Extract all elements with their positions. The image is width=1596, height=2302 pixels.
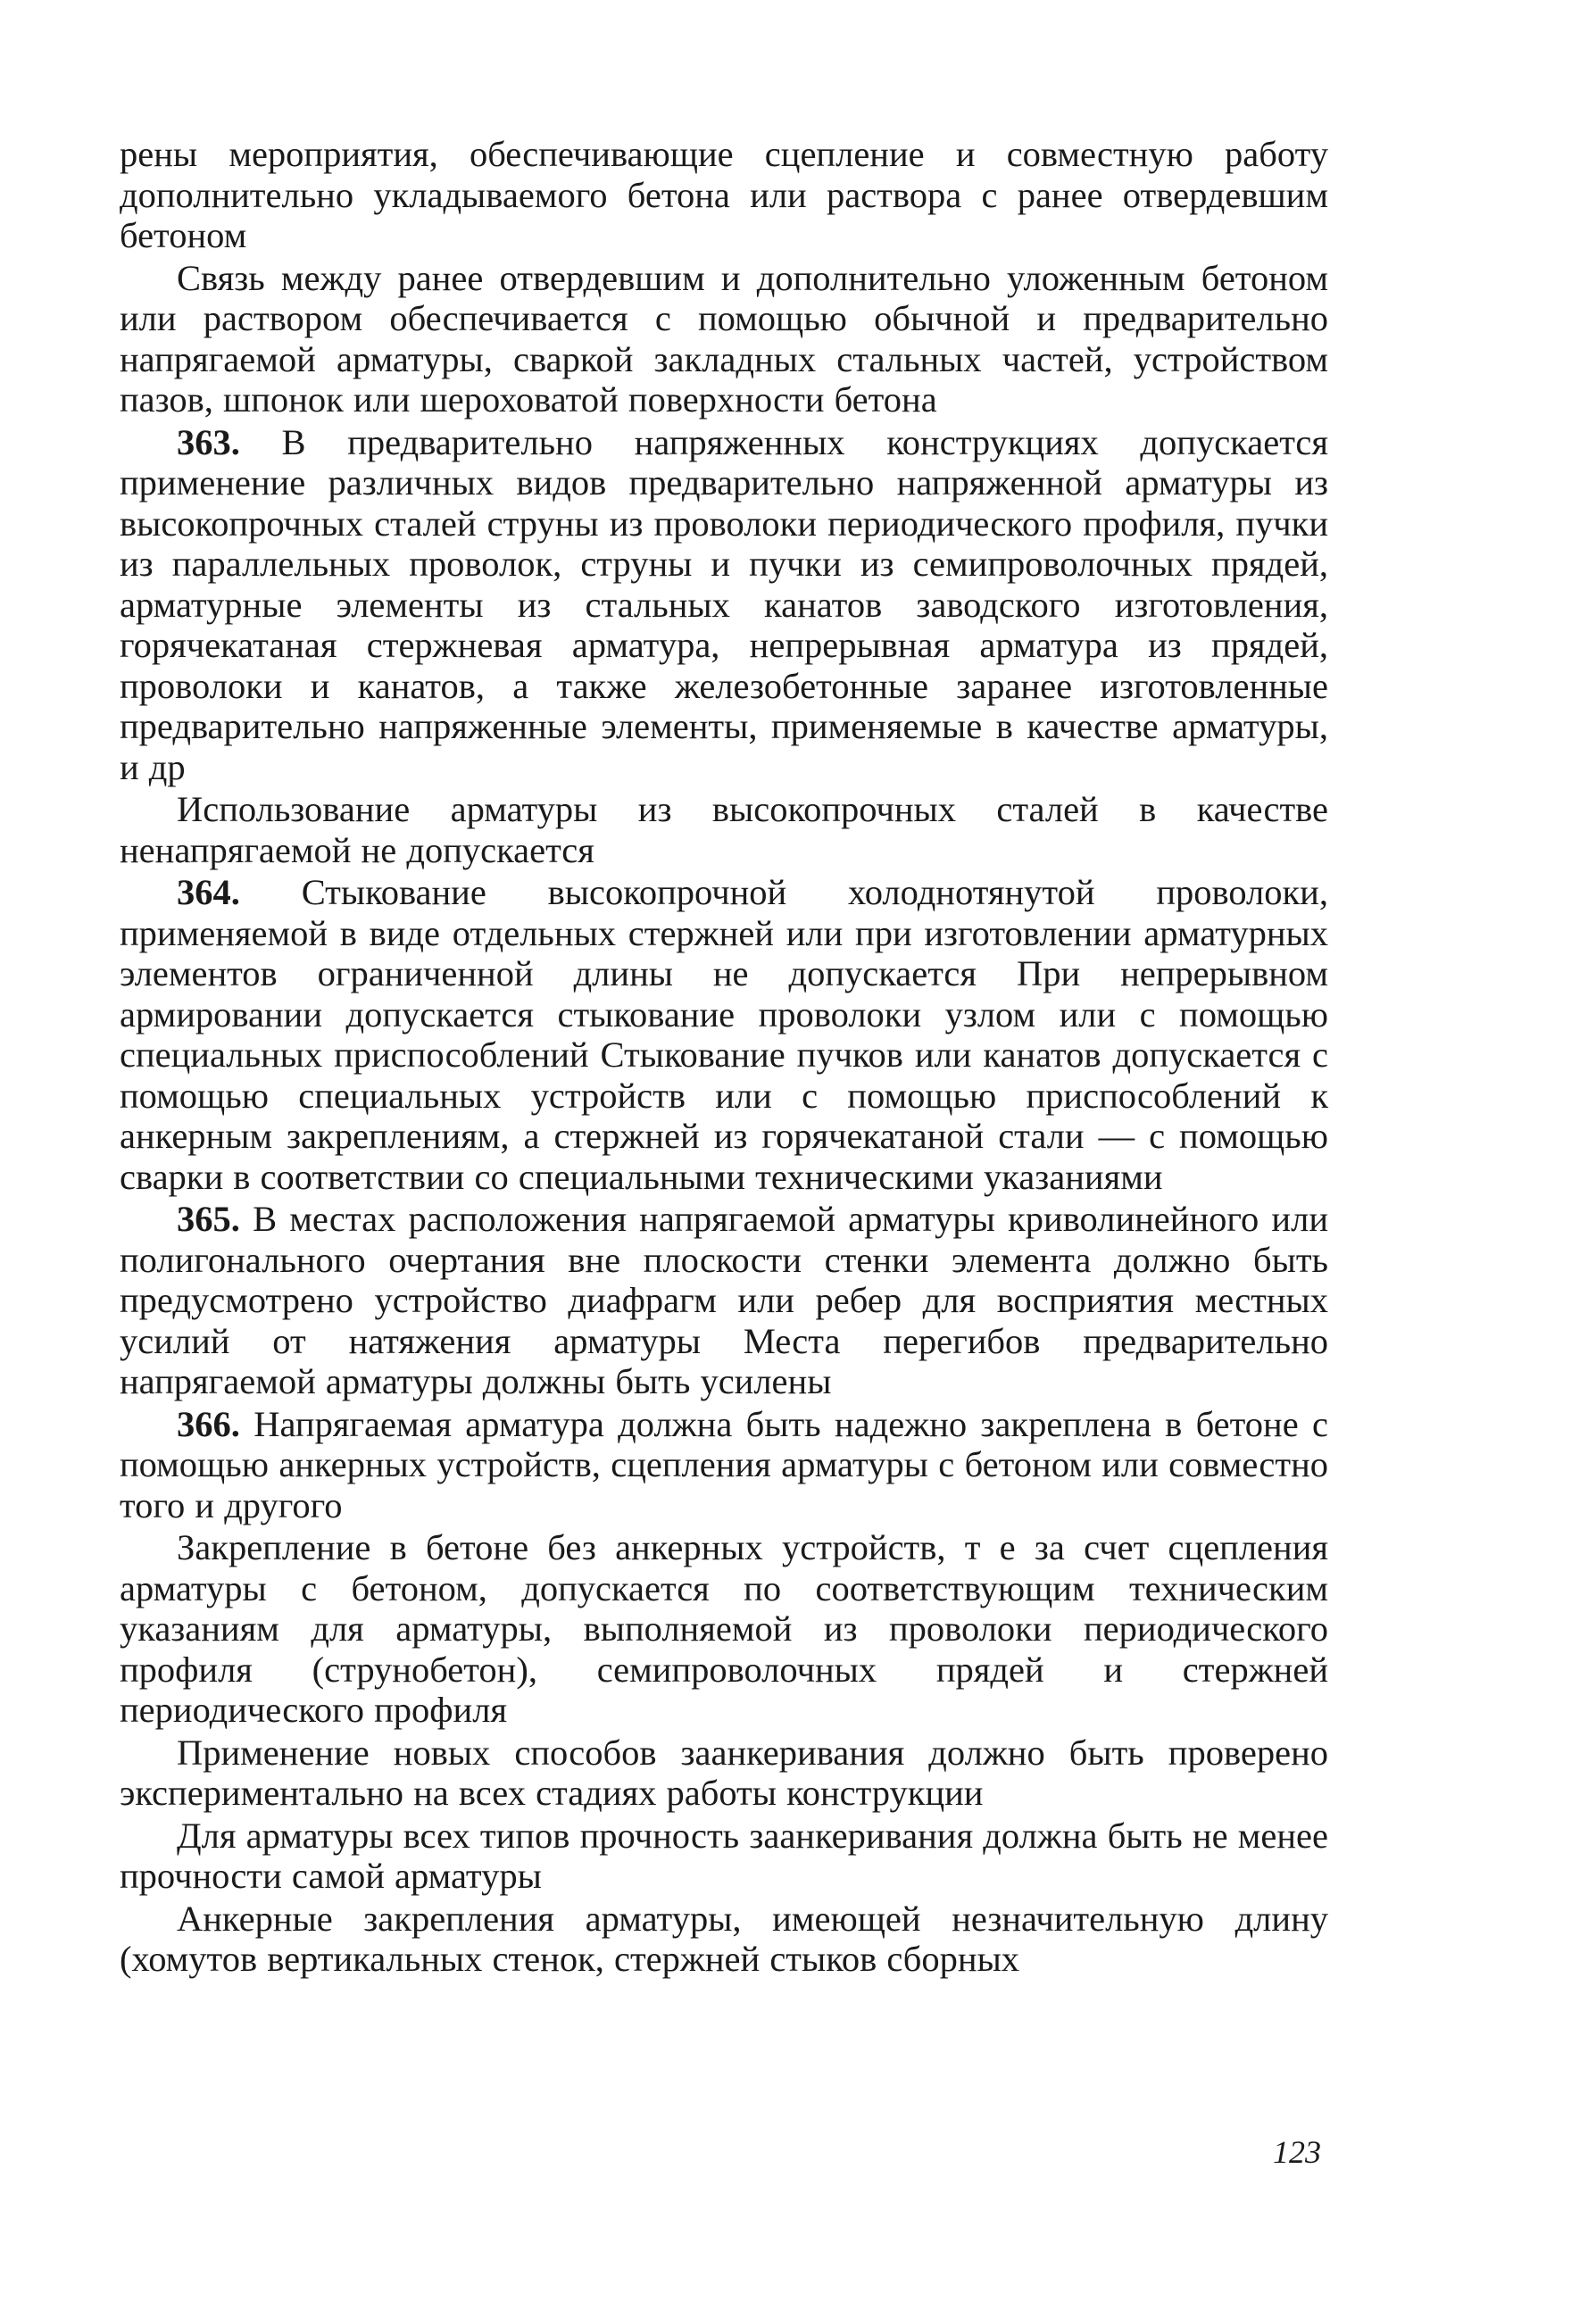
paragraph: [120, 789, 1328, 870]
page-number: 123: [1273, 2134, 1321, 2170]
paragraph: [120, 258, 1328, 420]
paragraph-text: Использование арматуры из высокопрочных сталей в качестве ненапрягаемой не допускается: [120, 789, 1328, 870]
paragraph: [120, 1816, 1328, 1897]
paragraph-text: В предварительно напряженных конструкциях допускается применение различных видов предварительно напряженной арматуры из высокопрочных сталей струны из проволоки периодического профиля, пучки из параллельных проволок, струны и пучки из семипроволочных прядей, арматурные элементы из стальных канатов заводского изготовления, горячекатаная стержневая арматура, непрерывная арматура из прядей, проволоки и канатов, а также железобетонные заранее изготовленные предварительно напряженные элементы, применяемые в качестве арматуры, и др: [120, 421, 1329, 787]
paragraph: [120, 1899, 1328, 1980]
paragraph-text: Напрягаемая арматура должна быть надежно закреплена в бетоне с помощью анкерных устройств, сцепления арматуры с бетоном или совместно того и другого: [120, 1403, 1328, 1525]
paragraph: [120, 1733, 1328, 1814]
paragraph-text: Закрепление в бетоне без анкерных устройств, т е за счет сцепления арматуры с бетоном, допускается по соответствующим техническим указаниям для арматуры, выполняемой из проволоки периодического профиля (струнобетон), семипроволочных прядей и стержней периодического профиля: [120, 1527, 1328, 1730]
clause-number: 364.: [177, 872, 240, 912]
document-page: [120, 134, 1328, 2187]
clause-number: 366.: [177, 1403, 240, 1444]
clause-365: [120, 1199, 1328, 1402]
clause-number: 363.: [177, 421, 240, 462]
paragraph-text: Связь между ранее отвердевшим и дополнительно уложенным бетоном или раствором обеспечивается с помощью обычной и предварительно напрягаемой арматуры, сваркой закладных стальных частей, устройством пазов, шпонок или шероховатой поверхности бетона: [120, 257, 1328, 420]
paragraph-text: Анкерные закрепления арматуры, имеющей незначительную длину (хомутов вертикальных стенок, стержней стыков сборных: [120, 1898, 1328, 1979]
clause-366: [120, 1404, 1328, 1526]
paragraph: [120, 1527, 1328, 1731]
paragraph-text: Стыкование высокопрочной холоднотянутой проволоки, применяемой в виде отдельных стержней или при изготовлении арматурных элементов ограниченной длины не допускается При непрерывном армировании допускается стыкование проволоки узлом или с помощью специальных приспособлений Стыкование пучков или канатов допускается с помощью специальных устройств или с помощью приспособлений к анкерным закреплениям, а стержней из горячекатаной стали — с помощью сварки в соответствии со специальными техническими указаниями: [120, 872, 1328, 1197]
clause-364: [120, 872, 1328, 1197]
clause-number: 365.: [177, 1199, 240, 1239]
clause-363: [120, 422, 1328, 788]
paragraph-text: Для арматуры всех типов прочность заанкеривания должна быть не менее прочности самой арматуры: [120, 1815, 1328, 1896]
paragraph-continuation: [120, 134, 1328, 256]
paragraph-text: В местах расположения напрягаемой арматуры криволинейного или полигонального очертания вне плоскости стенки элемента должно быть предусмотрено устройство диафрагм или ребер для восприятия местных усилий от натяжения арматуры Места перегибов предварительно напрягаемой арматуры должны быть усилены: [120, 1199, 1328, 1401]
paragraph-text: рены мероприятия, обеспечивающие сцепление и совместную работу дополнительно укладываемого бетона или раствора с ранее отвердевшим бетоном: [120, 134, 1328, 255]
paragraph-text: Применение новых способов заанкеривания должно быть проверено экспериментально на всех стадиях работы конструкции: [120, 1732, 1328, 1813]
